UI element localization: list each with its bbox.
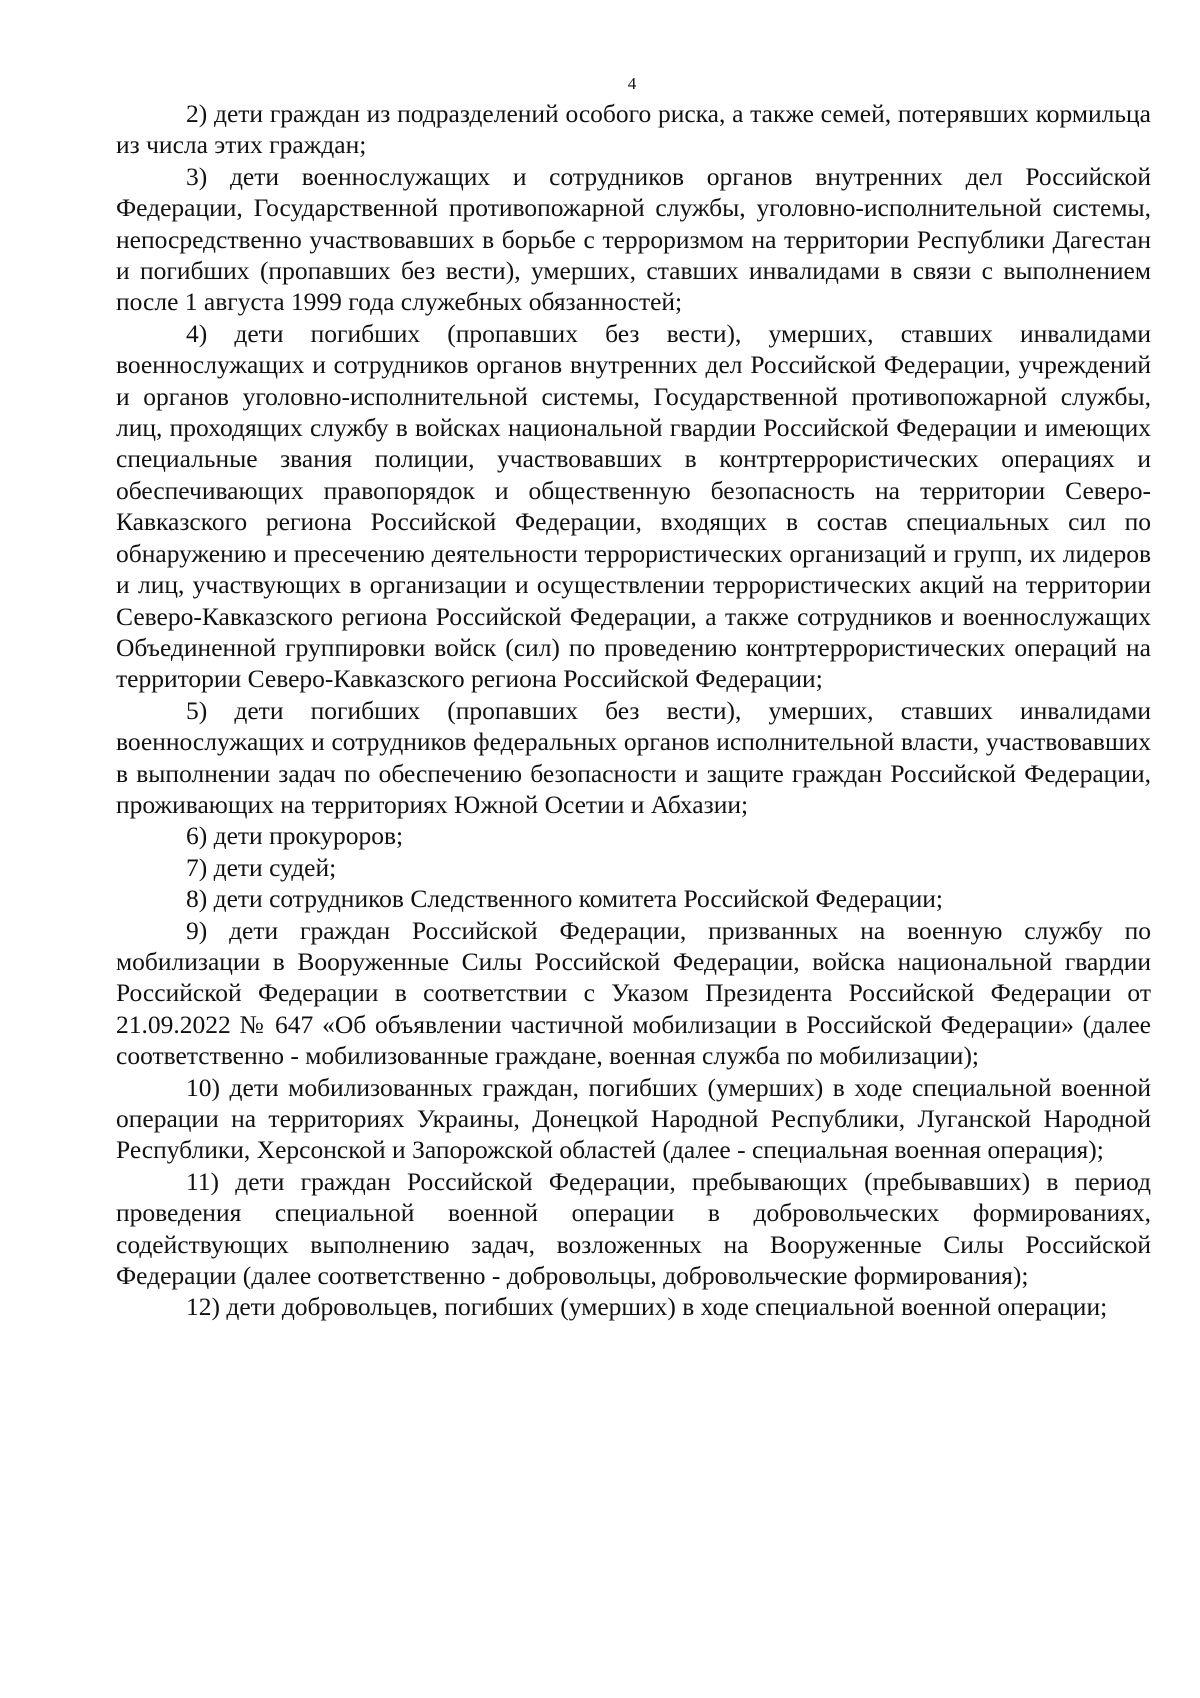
list-item-12: 12) дети добровольцев, погибших (умерших) в ходе специальной военной операции; [186, 1292, 1108, 1322]
page-number: 4 [627, 74, 637, 93]
list-item-5: 5) дети погибших (пропавших без вести), умерших, ставших инвалидами военнослужащих и сотрудников федеральных органов исполнительной власти, участвовавших в выполнении задач по обеспечению безопасности и защите граждан Российской Федерации, проживающих на территориях Южной Осетии и Абхазии; [116, 695, 1151, 819]
list-item-4: 4) дети погибших (пропавших без вести), умерших, ставших инвалидами военнослужащих и сотрудников органов внутренних дел Российской Федерации, учреждений и органов уголовно-исполнительной системы, Государственной противопожарной службы, лиц, проходящих службу в войсках национальной гвардии Российской Федерации и имеющих специальные звания полиции, участвовавших в контртеррористических операциях и обеспечивающих правопорядок и общественную безопасность на территории Северо-Кавказского региона Российской Федерации, входящих в состав специальных сил по обнаружению и пресечению деятельности террористических организаций и групп, их лидеров и лиц, участвующих в организации и осуществлении террористических акций на территории Северо-Кавказского региона Российской Федерации, а также сотрудников и военнослужащих Объединенной группировки войск (сил) по проведению контртеррористических операций на территории Северо-Кавказского региона Российской Федерации; [116, 318, 1151, 694]
list-item-6: 6) дети прокуроров; [186, 821, 404, 851]
list-item-3: 3) дети военнослужащих и сотрудников органов внутренних дел Российской Федерации, Государственной противопожарной службы, уголовно-исполнительной системы, непосредственно участвовавших в борьбе с терроризмом на территории Республики Дагестан и погибших (пропавших без вести), умерших, ставших инвалидами в связи с выполнением после 1 августа 1999 года служебных обязанностей; [116, 161, 1151, 317]
list-item-9: 9) дети граждан Российской Федерации, призванных на военную службу по мобилизации в Вооруженные Силы Российской Федерации, войска национальной гвардии Российской Федерации в соответствии с Указом Президента Российской Федерации от 21.09.2022 № 647 «Об объявлении частичной мобилизации в Российской Федерации» (далее соответственно - мобилизованные граждане, военная служба по мобилизации); [116, 915, 1151, 1071]
list-item-2: 2) дети граждан из подразделений особого риска, а также семей, потерявших кормильца из числа этих граждан; [116, 99, 1151, 160]
list-item-10: 10) дети мобилизованных граждан, погибших (умерших) в ходе специальной военной операции на территориях Украины, Донецкой Народной Республики, Луганской Народной Республики, Херсонской и Запорожской областей (далее - специальная военная операция); [116, 1072, 1151, 1165]
list-item-7: 7) дети судей; [186, 852, 337, 882]
list-item-11: 11) дети граждан Российской Федерации, пребывающих (пребывавших) в период проведения специальной военной операции в добровольческих формированиях, содействующих выполнению задач, возложенных на Вооруженные Силы Российской Федерации (далее соответственно - добровольцы, добровольческие формирования); [116, 1166, 1151, 1291]
list-item-8: 8) дети сотрудников Следственного комитета Российской Федерации; [186, 884, 944, 914]
document-body [116, 98, 1151, 1323]
